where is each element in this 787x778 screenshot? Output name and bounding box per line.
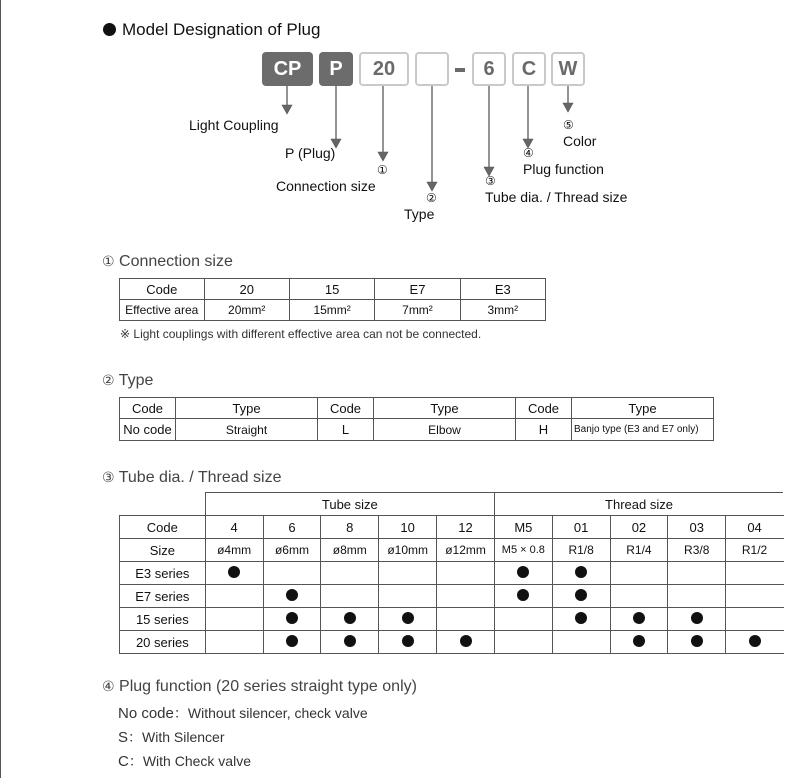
table-header-type: Type [176, 398, 318, 419]
section-number: ④ [102, 678, 115, 694]
thread-size: R3/8 [668, 539, 726, 562]
series-cell [321, 562, 379, 585]
section-number: ③ [102, 469, 115, 485]
series-cell [321, 585, 379, 608]
series-cell [668, 562, 726, 585]
tube-size: ø12mm [437, 539, 495, 562]
series-cell [379, 585, 437, 608]
series-cell [263, 608, 321, 631]
series-row [120, 631, 784, 654]
series-cell [379, 608, 437, 631]
available-dot-icon [286, 635, 298, 647]
type-value: Straight [176, 419, 318, 441]
series-cell [263, 562, 321, 585]
series-cell [552, 585, 610, 608]
series-cell [668, 585, 726, 608]
connection-code: E7 [375, 279, 460, 300]
model-box-cp: CP [262, 52, 313, 86]
series-cell [552, 608, 610, 631]
plug-function-desc: ：With Silencer [128, 729, 225, 745]
type-code: No code [120, 419, 176, 441]
callout-arrows [0, 0, 787, 230]
table-header-size: Size [120, 539, 206, 562]
callout-light-coupling: Light Coupling [189, 117, 279, 133]
series-cell [552, 631, 610, 654]
connection-code: 20 [204, 279, 289, 300]
table-header-code: Code [318, 398, 374, 419]
model-box-tube: 6 [472, 52, 506, 86]
callout-tube-thread: Tube dia. / Thread size [485, 189, 628, 205]
thread-size: M5 × 0.8 [494, 539, 552, 562]
callout-5-num: ⑤ [563, 118, 574, 132]
thread-size: R1/2 [726, 539, 784, 562]
section-number: ② [102, 372, 115, 388]
series-cell [494, 631, 552, 654]
section-number: ① [102, 253, 115, 269]
model-box-function: C [512, 52, 546, 86]
effective-area: 15mm² [289, 300, 374, 321]
section-tube-heading [102, 469, 281, 487]
plug-function-code: S [118, 729, 129, 746]
section-title: Connection size [119, 253, 233, 270]
connection-code: 15 [289, 279, 374, 300]
table-header-code: Code [120, 516, 206, 539]
series-cell [610, 585, 668, 608]
series-cell [205, 631, 263, 654]
series-cell [610, 562, 668, 585]
tube-code: 12 [437, 516, 495, 539]
series-cell [668, 608, 726, 631]
tube-code: 8 [321, 516, 379, 539]
callout-connection-size: Connection size [276, 178, 376, 194]
series-cell [205, 585, 263, 608]
available-dot-icon [344, 612, 356, 624]
available-dot-icon [633, 635, 645, 647]
effective-area: 7mm² [375, 300, 460, 321]
model-box-connection: 20 [359, 52, 409, 86]
series-cell [726, 585, 784, 608]
available-dot-icon [691, 612, 703, 624]
tube-code: 6 [263, 516, 321, 539]
available-dot-icon [344, 635, 356, 647]
series-cell [321, 631, 379, 654]
available-dot-icon [228, 566, 240, 578]
series-cell [263, 585, 321, 608]
connection-size-table [119, 278, 546, 321]
series-cell [379, 631, 437, 654]
available-dot-icon [517, 566, 529, 578]
series-cell [668, 631, 726, 654]
available-dot-icon [749, 635, 761, 647]
section-title: Plug function (20 series straight type only) [119, 678, 417, 695]
type-value: Elbow [374, 419, 516, 441]
available-dot-icon [517, 589, 529, 601]
table-header-effective-area: Effective area [120, 300, 205, 321]
series-cell [263, 631, 321, 654]
series-name: 15 series [120, 608, 206, 631]
plug-function-item [118, 703, 368, 723]
series-cell [610, 631, 668, 654]
type-value: Banjo type (E3 and E7 only) [572, 419, 714, 441]
table-header-code: Code [120, 398, 176, 419]
thread-code: M5 [494, 516, 552, 539]
available-dot-icon [460, 635, 472, 647]
callout-type: Type [404, 206, 435, 222]
series-cell [321, 608, 379, 631]
series-cell [437, 608, 495, 631]
tube-size: ø10mm [379, 539, 437, 562]
available-dot-icon [633, 612, 645, 624]
callout-2-num: ② [426, 191, 437, 205]
tube-size: ø4mm [205, 539, 263, 562]
group-header-thread: Thread size [494, 493, 783, 516]
thread-code: 03 [668, 516, 726, 539]
plug-function-code: C [118, 753, 129, 770]
connection-note: ※ Light couplings with different effective area can not be connected. [120, 327, 482, 341]
tube-code: 4 [205, 516, 263, 539]
available-dot-icon [402, 612, 414, 624]
available-dot-icon [286, 612, 298, 624]
series-cell [552, 562, 610, 585]
series-cell [437, 585, 495, 608]
section-plug-function-heading [102, 678, 417, 696]
callout-3-num: ③ [485, 174, 496, 188]
tube-thread-table [119, 492, 784, 654]
available-dot-icon [286, 589, 298, 601]
table-header-code: Code [120, 279, 205, 300]
thread-size: R1/8 [552, 539, 610, 562]
table-header-type: Type [374, 398, 516, 419]
callout-plug-function: Plug function [523, 161, 604, 177]
table-header-code: Code [516, 398, 572, 419]
thread-code: 02 [610, 516, 668, 539]
series-cell [437, 631, 495, 654]
series-cell [494, 608, 552, 631]
callout-color: Color [563, 133, 597, 149]
callout-4-num: ④ [523, 146, 534, 160]
plug-function-desc: ：With Check valve [128, 753, 251, 769]
series-row [120, 562, 784, 585]
callout-p-plug: P (Plug) [285, 145, 336, 161]
series-cell [726, 562, 784, 585]
series-cell [494, 585, 552, 608]
available-dot-icon [575, 589, 587, 601]
section-type-heading [102, 372, 153, 390]
available-dot-icon [575, 566, 587, 578]
section-title: Tube dia. / Thread size [118, 469, 282, 486]
series-cell [437, 562, 495, 585]
series-name: E3 series [120, 562, 206, 585]
type-code: L [318, 419, 374, 441]
thread-code: 01 [552, 516, 610, 539]
series-cell [610, 608, 668, 631]
callout-1-num: ① [377, 163, 388, 177]
model-box-color: W [551, 52, 585, 86]
series-row [120, 608, 784, 631]
series-cell [205, 562, 263, 585]
plug-function-item [118, 751, 251, 771]
section-title: Type [118, 372, 154, 389]
type-code: H [516, 419, 572, 441]
series-cell [726, 608, 784, 631]
series-rows [120, 562, 784, 654]
connection-code: E3 [460, 279, 545, 300]
available-dot-icon [691, 635, 703, 647]
tube-size: ø8mm [321, 539, 379, 562]
series-cell [379, 562, 437, 585]
series-cell [494, 562, 552, 585]
plug-function-item [118, 727, 224, 747]
table-header-type: Type [572, 398, 714, 419]
available-dot-icon [402, 635, 414, 647]
tube-code: 10 [379, 516, 437, 539]
type-table [119, 397, 714, 441]
series-name: 20 series [120, 631, 206, 654]
section-connection-size-heading [102, 253, 233, 271]
table-corner [120, 493, 206, 516]
effective-area: 3mm² [460, 300, 545, 321]
thread-size: R1/4 [610, 539, 668, 562]
plug-function-code: No code [118, 705, 174, 722]
series-name: E7 series [120, 585, 206, 608]
series-cell [205, 608, 263, 631]
series-cell [726, 631, 784, 654]
tube-size-row [120, 539, 784, 562]
available-dot-icon [575, 612, 587, 624]
effective-area: 20mm² [204, 300, 289, 321]
thread-code: 04 [726, 516, 784, 539]
tube-size: ø6mm [263, 539, 321, 562]
model-box-p: P [319, 52, 353, 86]
page-title-text: Model Designation of Plug [122, 20, 321, 39]
series-row [120, 585, 784, 608]
plug-function-desc: ：Without silencer, check valve [173, 705, 368, 721]
group-header-tube: Tube size [205, 493, 494, 516]
tube-code-row [120, 516, 784, 539]
